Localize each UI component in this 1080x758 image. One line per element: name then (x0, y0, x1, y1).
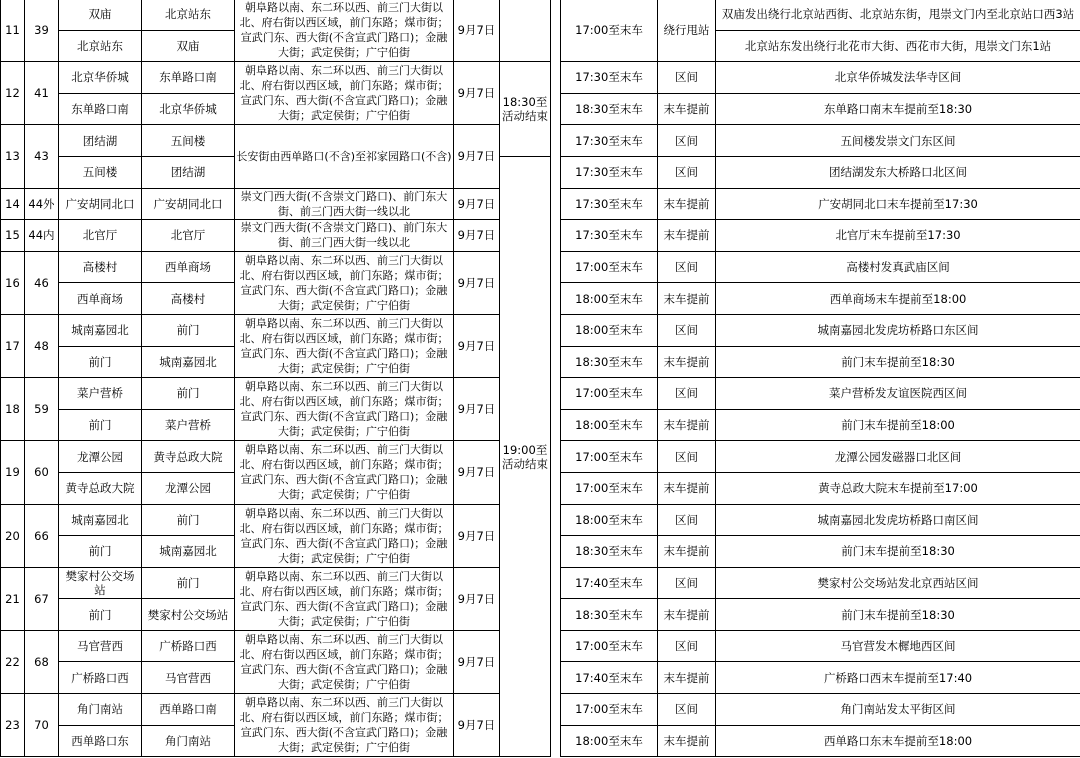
origin-stop: 北京华侨城 (59, 62, 142, 94)
adjust-detail: 城南嘉园北发虎坊桥路口东区间 (716, 314, 1080, 346)
adjust-time: 18:00至末车 (561, 725, 658, 757)
row-number: 13 (1, 125, 25, 188)
adjust-time: 18:30至末车 (561, 346, 658, 378)
destination-stop: 黄寺总政大院 (142, 441, 235, 473)
date: 9月7日 (454, 188, 500, 220)
control-area: 朝阜路以南、东二环以西、前三门大街以北、府右街以西区域，前门东路；煤市街；宣武门东、西大街(不含宣武门路口)；金融大街；武定侯街；广宁伯街 (235, 694, 454, 757)
adjust-detail: 团结湖发东大桥路口北区间 (716, 156, 1080, 188)
adjust-detail: 角门南站发太平街区间 (716, 694, 1080, 726)
origin-stop: 团结湖 (59, 125, 142, 157)
adjust-time: 17:00至末车 (561, 251, 658, 283)
adjust-time: 17:00至末车 (561, 378, 658, 410)
date: 9月7日 (454, 504, 500, 567)
destination-stop: 高楼村 (142, 283, 235, 315)
date: 9月7日 (454, 62, 500, 125)
adjust-time: 17:30至末车 (561, 188, 658, 220)
origin-stop: 城南嘉园北 (59, 504, 142, 536)
date: 9月7日 (454, 567, 500, 630)
adjust-type: 绕行甩站 (658, 0, 716, 62)
control-area: 朝阜路以南、东二环以西、前三门大街以北、府右街以西区域，前门东路；煤市街；宣武门东、西大街(不含宣武门路口)；金融大街；武定侯街；广宁伯街 (235, 378, 454, 441)
control-area: 朝阜路以南、东二环以西、前三门大街以北、府右街以西区域，前门东路；煤市街；宣武门东、西大街(不含宣武门路口)；金融大街；武定侯街；广宁伯街 (235, 314, 454, 377)
origin-stop: 西单路口东 (59, 725, 142, 757)
destination-stop: 城南嘉园北 (142, 536, 235, 568)
adjust-time: 18:30至末车 (561, 93, 658, 125)
date: 9月7日 (454, 220, 500, 252)
origin-stop: 黄寺总政大院 (59, 472, 142, 504)
origin-stop: 东单路口南 (59, 93, 142, 125)
control-period: 19:00至活动结束 (500, 156, 551, 756)
destination-stop: 前门 (142, 504, 235, 536)
destination-stop: 前门 (142, 314, 235, 346)
origin-stop: 高楼村 (59, 251, 142, 283)
adjust-type: 末车提前 (658, 725, 716, 757)
adjust-time: 17:40至末车 (561, 662, 658, 694)
control-area: 崇文门西大街(不含崇文门路口)、前门东大街、前三门西大街一线以北 (235, 188, 454, 220)
adjust-time: 17:00至末车 (561, 441, 658, 473)
adjust-detail: 黄寺总政大院末车提前至17:00 (716, 472, 1080, 504)
adjust-detail: 马官营发木樨地西区间 (716, 630, 1080, 662)
row-number: 15 (1, 220, 25, 252)
destination-stop: 广桥路口西 (142, 630, 235, 662)
destination-stop: 樊家村公交场站 (142, 599, 235, 631)
row-number: 19 (1, 441, 25, 504)
control-area: 长安街由西单路口(不含)至祁家园路口(不含) (235, 125, 454, 188)
control-area: 朝阜路以南、东二环以西、前三门大街以北、府右街以西区域，前门东路；煤市街；宣武门东、西大街(不含宣武门路口)；金融大街；武定侯街；广宁伯街 (235, 441, 454, 504)
adjust-type: 末车提前 (658, 93, 716, 125)
adjust-detail: 西单商场末车提前至18:00 (716, 283, 1080, 315)
row-number: 17 (1, 314, 25, 377)
table-body (1, 0, 1080, 757)
destination-stop: 北京站东 (142, 0, 235, 30)
origin-stop: 前门 (59, 409, 142, 441)
adjust-time: 17:00至末车 (561, 630, 658, 662)
adjust-type: 区间 (658, 314, 716, 346)
period-blank (500, 0, 551, 62)
adjust-time: 18:30至末车 (561, 599, 658, 631)
route-number: 67 (25, 567, 59, 630)
adjust-type: 区间 (658, 156, 716, 188)
row-number: 14 (1, 188, 25, 220)
adjust-time: 17:30至末车 (561, 62, 658, 94)
origin-stop: 五间楼 (59, 156, 142, 188)
date: 9月7日 (454, 251, 500, 314)
destination-stop: 西单商场 (142, 251, 235, 283)
route-number: 60 (25, 441, 59, 504)
row-number: 22 (1, 630, 25, 693)
adjust-type: 区间 (658, 630, 716, 662)
route-number: 44外 (25, 188, 59, 220)
adjust-detail: 樊家村公交场站发北京西站区间 (716, 567, 1080, 599)
row-number: 12 (1, 62, 25, 125)
gap-column (551, 0, 561, 757)
adjust-detail: 西单路口东末车提前至18:00 (716, 725, 1080, 757)
date: 9月7日 (454, 441, 500, 504)
date: 9月7日 (454, 630, 500, 693)
route-number: 41 (25, 62, 59, 125)
row-number: 20 (1, 504, 25, 567)
origin-stop: 龙潭公园 (59, 441, 142, 473)
destination-stop: 广安胡同北口 (142, 188, 235, 220)
adjust-type: 区间 (658, 62, 716, 94)
route-number: 43 (25, 125, 59, 188)
table-row (1, 0, 1080, 30)
adjust-detail: 前门末车提前至18:00 (716, 409, 1080, 441)
date: 9月7日 (454, 314, 500, 377)
adjust-type: 区间 (658, 251, 716, 283)
adjust-detail: 北官厅末车提前至17:30 (716, 220, 1080, 252)
adjust-type: 末车提前 (658, 409, 716, 441)
adjust-time: 18:30至末车 (561, 536, 658, 568)
adjust-detail: 前门末车提前至18:30 (716, 536, 1080, 568)
route-number: 46 (25, 251, 59, 314)
origin-stop: 西单商场 (59, 283, 142, 315)
adjust-time: 17:30至末车 (561, 125, 658, 157)
origin-stop: 北京站东 (59, 30, 142, 62)
adjust-type: 末车提前 (658, 220, 716, 252)
control-area: 朝阜路以南、东二环以西、前三门大街以北、府右街以西区域，前门东路；煤市街；宣武门东、西大街(不含宣武门路口)；金融大街；武定侯街；广宁伯街 (235, 0, 454, 62)
destination-stop: 双庙 (142, 30, 235, 62)
route-number: 70 (25, 694, 59, 757)
destination-stop: 角门南站 (142, 725, 235, 757)
route-number: 39 (25, 0, 59, 62)
origin-stop: 角门南站 (59, 694, 142, 726)
destination-stop: 西单路口南 (142, 694, 235, 726)
destination-stop: 团结湖 (142, 156, 235, 188)
origin-stop: 北官厅 (59, 220, 142, 252)
date: 9月7日 (454, 125, 500, 188)
adjust-detail: 高楼村发真武庙区间 (716, 251, 1080, 283)
adjust-type: 区间 (658, 567, 716, 599)
adjust-detail: 菜户营桥发友谊医院西区间 (716, 378, 1080, 410)
destination-stop: 龙潭公园 (142, 472, 235, 504)
origin-stop: 樊家村公交场站 (59, 567, 142, 599)
adjust-type: 末车提前 (658, 346, 716, 378)
adjust-detail: 五间楼发崇文门东区间 (716, 125, 1080, 157)
origin-stop: 前门 (59, 536, 142, 568)
adjust-detail: 双庙发出绕行北京站西街、北京站东街，甩崇文门内至北京站口西3站 (716, 0, 1080, 30)
origin-stop: 马官营西 (59, 630, 142, 662)
route-number: 68 (25, 630, 59, 693)
control-area: 朝阜路以南、东二环以西、前三门大街以北、府右街以西区域，前门东路；煤市街；宣武门东、西大街(不含宣武门路口)；金融大街；武定侯街；广宁伯街 (235, 251, 454, 314)
adjust-time: 17:40至末车 (561, 567, 658, 599)
adjust-detail: 广安胡同北口末车提前至17:30 (716, 188, 1080, 220)
adjust-type: 末车提前 (658, 599, 716, 631)
route-number: 66 (25, 504, 59, 567)
adjust-type: 末车提前 (658, 188, 716, 220)
adjust-type: 区间 (658, 378, 716, 410)
adjust-type: 末车提前 (658, 536, 716, 568)
destination-stop: 北官厅 (142, 220, 235, 252)
origin-stop: 双庙 (59, 0, 142, 30)
table-row (1, 62, 1080, 94)
control-period: 18:30至活动结束 (500, 62, 551, 157)
adjust-type: 区间 (658, 125, 716, 157)
origin-stop: 菜户营桥 (59, 378, 142, 410)
adjust-time: 17:00至末车 (561, 0, 658, 62)
destination-stop: 菜户营桥 (142, 409, 235, 441)
row-number: 18 (1, 378, 25, 441)
origin-stop: 广安胡同北口 (59, 188, 142, 220)
control-area: 崇文门西大街(不含崇文门路口)、前门东大街、前三门西大街一线以北 (235, 220, 454, 252)
adjust-type: 区间 (658, 441, 716, 473)
date: 9月7日 (454, 694, 500, 757)
origin-stop: 广桥路口西 (59, 662, 142, 694)
control-area: 朝阜路以南、东二环以西、前三门大街以北、府右街以西区域，前门东路；煤市街；宣武门东、西大街(不含宣武门路口)；金融大街；武定侯街；广宁伯街 (235, 504, 454, 567)
route-number: 44内 (25, 220, 59, 252)
destination-stop: 城南嘉园北 (142, 346, 235, 378)
adjust-time: 18:00至末车 (561, 504, 658, 536)
destination-stop: 前门 (142, 567, 235, 599)
adjust-detail: 东单路口南末车提前至18:30 (716, 93, 1080, 125)
date: 9月7日 (454, 0, 500, 62)
destination-stop: 东单路口南 (142, 62, 235, 94)
row-number: 23 (1, 694, 25, 757)
control-area: 朝阜路以南、东二环以西、前三门大街以北、府右街以西区域，前门东路；煤市街；宣武门东、西大街(不含宣武门路口)；金融大街；武定侯街；广宁伯街 (235, 567, 454, 630)
adjust-detail: 北京站东发出绕行北花市大街、西花市大街，甩崇文门东1站 (716, 30, 1080, 62)
adjust-detail: 城南嘉园北发虎坊桥路口南区间 (716, 504, 1080, 536)
adjust-type: 末车提前 (658, 472, 716, 504)
table-row (1, 156, 1080, 188)
destination-stop: 北京华侨城 (142, 93, 235, 125)
control-area: 朝阜路以南、东二环以西、前三门大街以北、府右街以西区域，前门东路；煤市街；宣武门东、西大街(不含宣武门路口)；金融大街；武定侯街；广宁伯街 (235, 630, 454, 693)
adjust-time: 17:00至末车 (561, 472, 658, 504)
route-number: 48 (25, 314, 59, 377)
route-number: 59 (25, 378, 59, 441)
date: 9月7日 (454, 378, 500, 441)
row-number: 16 (1, 251, 25, 314)
row-number: 21 (1, 567, 25, 630)
adjust-time: 18:00至末车 (561, 409, 658, 441)
adjust-time: 18:00至末车 (561, 283, 658, 315)
adjust-type: 末车提前 (658, 283, 716, 315)
adjust-type: 末车提前 (658, 662, 716, 694)
adjust-detail: 前门末车提前至18:30 (716, 346, 1080, 378)
origin-stop: 前门 (59, 599, 142, 631)
origin-stop: 前门 (59, 346, 142, 378)
adjust-time: 17:30至末车 (561, 156, 658, 188)
adjust-time: 17:00至末车 (561, 694, 658, 726)
adjust-detail: 龙潭公园发磁器口北区间 (716, 441, 1080, 473)
adjust-time: 18:00至末车 (561, 314, 658, 346)
adjust-type: 区间 (658, 694, 716, 726)
row-number: 11 (1, 0, 25, 62)
destination-stop: 马官营西 (142, 662, 235, 694)
adjust-detail: 前门末车提前至18:30 (716, 599, 1080, 631)
destination-stop: 五间楼 (142, 125, 235, 157)
adjust-type: 区间 (658, 504, 716, 536)
adjust-detail: 广桥路口西末车提前至17:40 (716, 662, 1080, 694)
control-area: 朝阜路以南、东二环以西、前三门大街以北、府右街以西区域，前门东路；煤市街；宣武门东、西大街(不含宣武门路口)；金融大街；武定侯街；广宁伯街 (235, 62, 454, 125)
destination-stop: 前门 (142, 378, 235, 410)
adjust-detail: 北京华侨城发法华寺区间 (716, 62, 1080, 94)
origin-stop: 城南嘉园北 (59, 314, 142, 346)
adjust-time: 17:30至末车 (561, 220, 658, 252)
